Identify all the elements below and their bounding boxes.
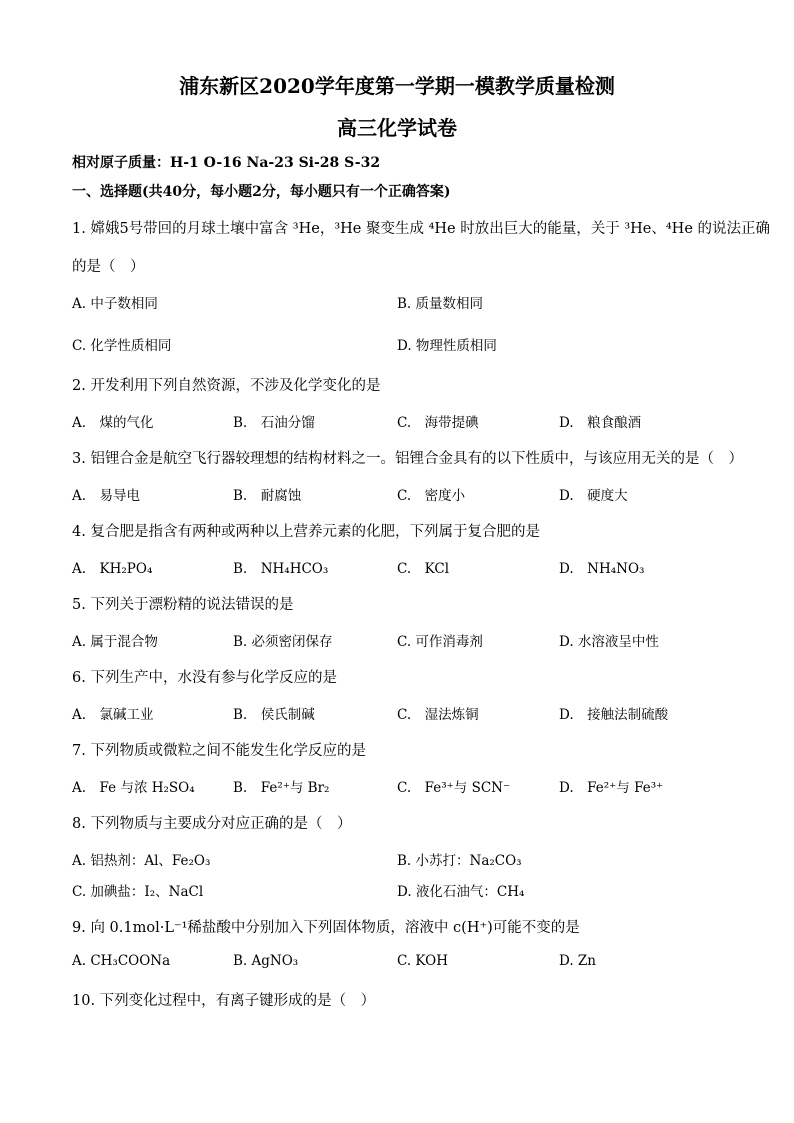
question-7-option-c: C. Fe³⁺与 SCN⁻ bbox=[397, 780, 511, 796]
question-1-option-d: D. 物理性质相同 bbox=[397, 338, 497, 354]
question-2-option-d: D. 粮食酿酒 bbox=[559, 415, 642, 431]
question-5-option-d: D. 水溶液呈中性 bbox=[559, 634, 659, 650]
question-3-stem: 3. 铝锂合金是航空飞行器较理想的结构材料之一。铝锂合金具有的以下性质中，与该应用无关的是（ ） bbox=[72, 451, 743, 467]
question-1-option-c: C. 化学性质相同 bbox=[72, 338, 172, 354]
question-1-option-b: B. 质量数相同 bbox=[397, 296, 484, 312]
question-3-option-b: B. 耐腐蚀 bbox=[233, 488, 302, 504]
question-6-option-c: C. 湿法炼铜 bbox=[397, 707, 479, 723]
question-2-option-a: A. 煤的气化 bbox=[72, 415, 154, 431]
question-2-option-c: C. 海带提碘 bbox=[397, 415, 479, 431]
question-6-option-d: D. 接触法制硫酸 bbox=[559, 707, 669, 723]
question-9-stem: 9. 向 0.1mol·L⁻¹稀盐酸中分别加入下列固体物质，溶液中 c(H⁺)可能不变的是 bbox=[72, 920, 580, 936]
question-3-option-d: D. 硬度大 bbox=[559, 488, 628, 504]
exam-subtitle: 高三化学试卷 bbox=[337, 116, 457, 140]
section-heading: 一、选择题(共40分，每小题2分，每小题只有一个正确答案) bbox=[72, 184, 451, 200]
question-4-option-a: A. KH₂PO₄ bbox=[72, 561, 153, 577]
question-4-option-c: C. KCl bbox=[397, 561, 450, 577]
question-3-option-c: C. 密度小 bbox=[397, 488, 466, 504]
question-1-option-a: A. 中子数相同 bbox=[72, 296, 158, 312]
question-10-stem: 10. 下列变化过程中，有离子键形成的是（ ） bbox=[72, 993, 376, 1009]
exam-title: 浦东新区2020学年度第一学期一模教学质量检测 bbox=[179, 74, 615, 98]
question-9-option-c: C. KOH bbox=[397, 953, 448, 969]
question-8-option-b: B. 小苏打：Na₂CO₃ bbox=[397, 853, 522, 869]
question-5-stem: 5. 下列关于漂粉精的说法错误的是 bbox=[72, 597, 294, 613]
question-9-option-b: B. AgNO₃ bbox=[233, 953, 299, 969]
question-4-stem: 4. 复合肥是指含有两种或两种以上营养元素的化肥，下列属于复合肥的是 bbox=[72, 524, 540, 540]
atomic-masses: 相对原子质量：H-1 O-16 Na-23 Si-28 S-32 bbox=[72, 155, 381, 171]
question-8-option-c: C. 加碘盐：I₂、NaCl bbox=[72, 884, 204, 900]
question-6-stem: 6. 下列生产中，水没有参与化学反应的是 bbox=[72, 670, 337, 686]
question-7-option-b: B. Fe²⁺与 Br₂ bbox=[233, 780, 330, 796]
question-6-option-b: B. 侯氏制碱 bbox=[233, 707, 315, 723]
question-8-option-a: A. 铝热剂：Al、Fe₂O₃ bbox=[72, 853, 211, 869]
question-4-option-b: B. NH₄HCO₃ bbox=[233, 561, 329, 577]
question-7-option-d: D. Fe²⁺与 Fe³⁺ bbox=[559, 780, 664, 796]
question-3-option-a: A. 易导电 bbox=[72, 488, 141, 504]
question-4-option-d: D. NH₄NO₃ bbox=[559, 561, 645, 577]
question-6-option-a: A. 氯碱工业 bbox=[72, 707, 154, 723]
question-9-option-a: A. CH₃COONa bbox=[72, 953, 171, 969]
question-9-option-d: D. Zn bbox=[559, 953, 596, 969]
question-5-option-b: B. 必须密闭保存 bbox=[233, 634, 333, 650]
question-1-stem-line1: 1. 嫦娥5号带回的月球土壤中富含 ³He，³He 聚变生成 ⁴He 时放出巨大的能量，关于 ³He、⁴He 的说法正确 bbox=[72, 221, 771, 237]
question-8-option-d: D. 液化石油气：CH₄ bbox=[397, 884, 525, 900]
question-1-stem-line2: 的是（ ） bbox=[72, 259, 145, 275]
question-5-option-a: A. 属于混合物 bbox=[72, 634, 158, 650]
question-7-option-a: A. Fe 与浓 H₂SO₄ bbox=[72, 780, 195, 796]
question-2-stem: 2. 开发利用下列自然资源，不涉及化学变化的是 bbox=[72, 378, 381, 394]
question-8-stem: 8. 下列物质与主要成分对应正确的是（ ） bbox=[72, 816, 352, 832]
question-7-stem: 7. 下列物质或微粒之间不能发生化学反应的是 bbox=[72, 743, 366, 759]
question-2-option-b: B. 石油分馏 bbox=[233, 415, 315, 431]
question-5-option-c: C. 可作消毒剂 bbox=[397, 634, 483, 650]
